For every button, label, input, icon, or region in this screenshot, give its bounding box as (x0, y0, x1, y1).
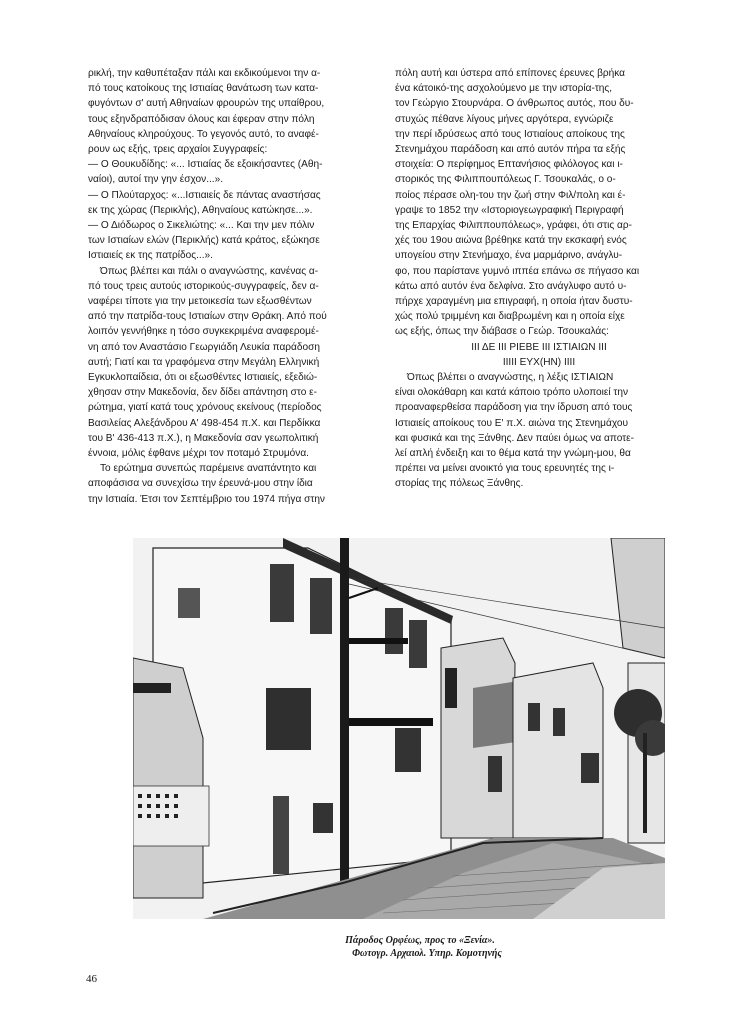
text-line: στορικός της Φιλιππουπόλεως Γ. Τσουκαλάς, ο ο- (395, 174, 616, 186)
text-line: κάτω από αυτόν ένα δελφίνα. Στο ανάγλυφο αυτό υ- (395, 280, 627, 292)
text-line: ρώτημα, γιατί κατά τους χρόνους εκείνους (περίοδος (88, 402, 322, 414)
text-line: — Ο Θουκυδίδης: «... Ιστιαίας δε εξοικήσαντες (Αθη- (88, 159, 323, 171)
left-text-column (88, 66, 374, 507)
text-line: ναφέρει τίποτε για την μετοικεσία των εξωσθέντων (88, 296, 312, 308)
right-text-column (395, 66, 683, 492)
text-line: Αθηναίους κληρούχους. Το γεγονός αυτό, το αναφέ- (88, 128, 319, 140)
street-photograph (133, 538, 665, 919)
text-line: χές του 19ου αιώνα βρέθηκε κατά την εκσκαφή ενός (395, 235, 627, 247)
text-line: και φυσικά και της Ξάνθης. Δεν παύει όμως να αποτε- (395, 432, 635, 444)
caption-line-2: Φωτογρ. Αρχαιολ. Υπηρ. Κομοτηνής (352, 948, 502, 959)
text-line: Ιστιαιείς εκ της πατρίδος...». (88, 250, 213, 262)
text-line: τους εξηνδραπόδισαν όλους και έφεραν στην πόλη (88, 113, 315, 125)
text-line: Το ερώτημα συνεπώς παρέμεινε αναπάντητο και (100, 463, 317, 475)
text-line: Εγκυκλοπαίδεια, ότι οι εξωσθέντες Ιστιαιείς, εξεδιώ- (88, 372, 318, 384)
text-line: από την πατρίδα-τους Ιστιαίων στην Θράκη. Από πού (88, 311, 327, 323)
text-line: πό τους τρεις αυτούς ιστορικούς-συγγραφείς, δεν α- (88, 280, 319, 292)
text-line: φυγόντων σ' αυτή Αθηναίων φρουρών της υπαίθρου, (88, 98, 325, 110)
text-line: Βασιλείας Αλεξάνδρου Α' 498-454 π.Χ. και Περδίκκα (88, 417, 321, 429)
text-line: την Ιστιαία. Έτσι τον Σεπτέμβριο του 1974 πήγα στην (88, 493, 325, 505)
text-line: ΙΙΙ ΔΕ ΙΙΙ ΡΙΕΒΕ ΙΙΙ ΙΣΤΙΑΙΩΝ ΙΙΙ (471, 341, 607, 353)
text-line: στοιχεία: Ο περίφημος Επτανήσιος φιλόλογος και ι- (395, 159, 623, 171)
text-line: της Επαρχίας Φιλιππουπόλεως», γράφει, ότι στις αρ- (395, 220, 632, 232)
text-line: λοιπόν γεννήθηκε η τόσο συγκεκριμένα αναφερομέ- (88, 326, 319, 338)
text-line: ναίοι), αυτοί την γην έσχον...». (88, 174, 224, 186)
text-line: ρικλή, την καθυπέταξαν πάλι και εκδικούμενοι την α- (88, 68, 321, 79)
page-number: 46 (86, 973, 97, 985)
text-line: νη από τον Αναστάσιο Γεωργιάδη Λευκία παράδοση (88, 341, 320, 353)
text-line: αυτή; Γιατί και τα γραφόμενα στην Μεγάλη Ελληνική (88, 356, 320, 368)
text-line: — Ο Διόδωρος ο Σικελιώτης: «... Και την μεν πόλιν (88, 220, 315, 232)
text-line: την περί ιδρύσεως από τους Ιστιαίους αποίκους της (395, 128, 625, 140)
text-line: πό τους κατοίκους της Ιστιαίας θανάτωση των κατα- (88, 83, 319, 95)
text-line: λεί απλή ένδειξη και το θέμα κατά την γνώμη-μου, θα (395, 448, 631, 460)
text-line: Ιστιαιείς αποίκους του Ε' π.Χ. αιώνα της Στενημάχου (395, 417, 628, 429)
text-line: πρέπει να μείνει ανοικτό για τους ερευνητές της ι- (395, 463, 615, 475)
text-line: ως εξής, όπως την διάβασε ο Γεώρ. Τσουκαλάς: (395, 326, 609, 338)
text-line: του Β' 436-413 π.Χ.), η Μακεδονία σαν γεωπολιτική (88, 432, 319, 444)
text-line: χθησαν στην Μακεδονία, δεν δίδει απάντηση στο ε- (88, 387, 318, 399)
text-line: στυχώς πέθανε λίγους μήνες αργότερα, εγνώριζε (395, 113, 614, 125)
street-scene-illustration (133, 538, 665, 919)
text-line: υπογείου στην Στενήμαχο, ένα μαρμάρινο, ανάγλυ- (395, 250, 623, 262)
text-line: ένα κάτοικό-της ασχολούμενο με την ιστορία-της, (395, 83, 613, 95)
text-line: — Ο Πλούταρχος: «...Ιστιαιείς δε πάντας αναστήσας (88, 189, 321, 201)
text-line: πόλη αυτή και ύστερα από επίπονες έρευνες βρήκα (395, 68, 626, 79)
text-line: αποφάσισα να συνεχίσω την έρευνά-μου στην ίδια (88, 478, 313, 490)
text-line: στορίας της πόλεως Ξάνθης. (395, 478, 524, 490)
text-line: πήρχε χαραγμένη μια επιγραφή, η οποία ήταν δυστυ- (395, 296, 633, 308)
text-line: είναι ολοκάθαρη και κατά κάποιο τρόπο υλοποιεί την (395, 387, 629, 399)
caption-line-1: Πάροδος Ορφέως, προς το «Ξενία». (345, 935, 495, 946)
text-line: ΙΙΙΙΙ ΕΥΧ(ΗΝ) ΙΙΙΙ (502, 356, 576, 368)
text-line: Όπως βλέπει ο αναγνώστης, η λέξις ΙΣΤΙΑΙΩΝ (407, 372, 614, 384)
text-line: προαναφερθείσα παράδοση για την ίδρυση από τους (395, 402, 633, 414)
text-line: τον Γεώργιο Στουρνάρα. Ο άνθρωπος αυτός, που δυ- (395, 98, 634, 110)
text-line: Στενημάχου παράδοση και από αυτόν πήρα τα εξής (395, 144, 626, 156)
photo-caption (300, 934, 540, 960)
text-line: γραψε το 1852 την «Ιστοριογεωγραφική Περιγραφή (395, 204, 624, 216)
text-line: έννοια, μόλις έφθανε μέχρι τον ποταμό Στρυμόνα. (88, 448, 309, 460)
text-line: των Ιστιαίων ελών (Περικλής) κατά κράτος, εξώκησε (88, 235, 320, 247)
text-line: Όπως βλέπει και πάλι ο αναγνώστης, κανένας α- (100, 265, 319, 277)
text-line: εκ της χώρας (Περικλής), Αθηναίους κατώκησε...». (88, 204, 313, 216)
text-line: ποίος πέρασε ολη-του την ζωή στην Φιλ/πολη και έ- (395, 189, 626, 201)
text-line: φο, που παρίστανε γυμνό ιππέα επάνω σε πήγασο και (395, 265, 640, 277)
text-line: χώς πολύ τριμμένη και διαβρωμένη και η οποία είχε (395, 311, 625, 323)
text-line: ρουν ως εξής, τρεις αρχαίοι Συγγραφείς: (88, 144, 268, 156)
